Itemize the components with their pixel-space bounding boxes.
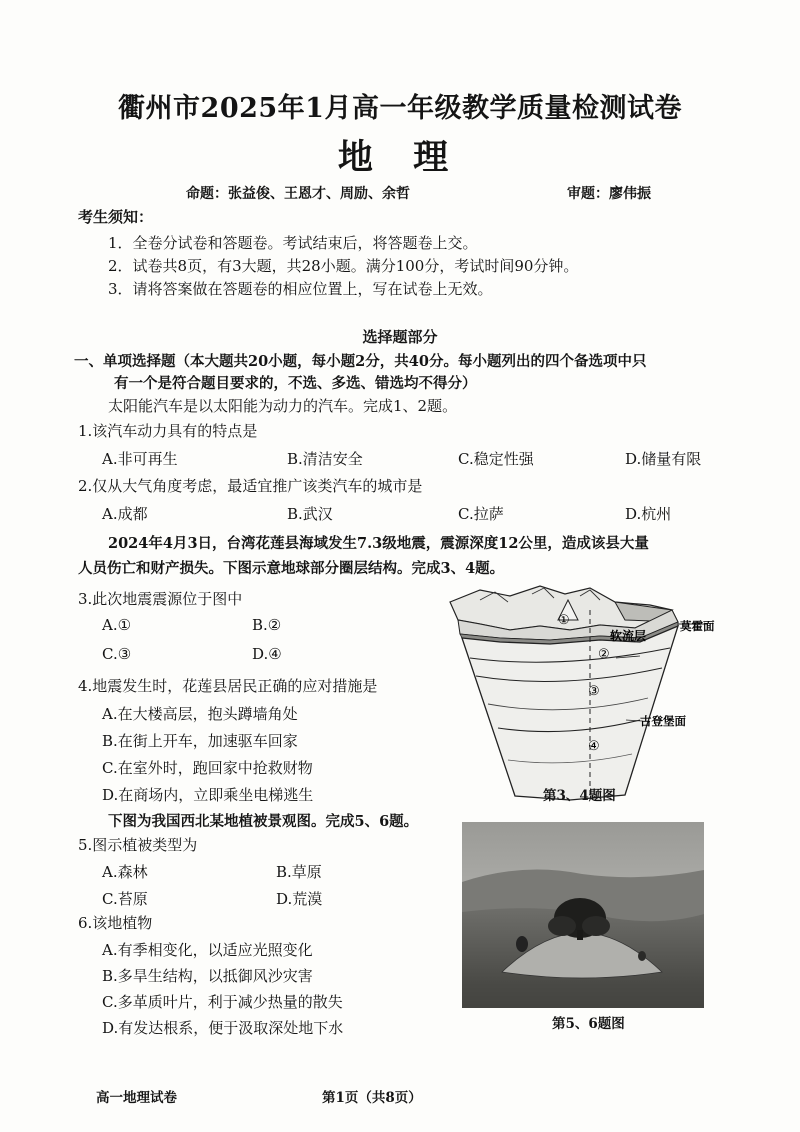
marker-4: ④ [588,739,600,754]
question-stem: 1.该汽车动力具有的特点是 [78,422,258,440]
question-stem: 3.此次地震震源位于图中 [78,590,243,608]
intro-text: 下图为我国西北某地植被景观图。完成5、6题。 [108,813,419,830]
option-d: D.荒漠 [276,890,323,908]
marker-2: ② [598,647,610,662]
figure-caption: 第5、6题图 [552,1016,625,1032]
option-d: D.有发达根系，便于汲取深处地下水 [102,1019,344,1037]
option-d: D.储量有限 [625,450,702,468]
question-stem: 5.图示植被类型为 [78,836,198,854]
option-a: A.非可再生 [102,450,178,468]
intro-text: 2024年4月3日，台湾花莲县海域发生7.3级地震，震源深度12公里，造成该县大量 [108,535,649,552]
option-a: A.① [102,616,132,634]
intro-text: 太阳能汽车是以太阳能为动力的汽车。完成1、2题。 [108,397,458,415]
option-c: C.③ [102,645,132,663]
subject-title: 地 理 [337,137,463,178]
option-b: B.武汉 [287,505,333,523]
footer-subject: 高一地理试卷 [96,1090,177,1106]
option-c: C.多革质叶片，利于减少热量的散失 [102,993,343,1011]
option-b: B.② [252,616,282,634]
gutenberg-label: 古登堡面 [640,714,686,728]
option-d: D.在商场内，立即乘坐电梯逃生 [102,786,314,804]
marker-1: ① [558,613,570,628]
reviewer-line: 审题：廖伟振 [567,186,651,202]
notice-item: 1．全卷分试卷和答题卷。考试结束后，将答题卷上交。 [108,234,478,252]
notice-item: 3．请将答案做在答题卷的相应位置上，写在试卷上无效。 [108,280,493,298]
option-c: C.苔原 [102,890,148,908]
notice-title: 考生须知： [78,208,154,226]
asthenosphere-label: 软流层 [610,629,647,643]
earth-layers-diagram [440,580,720,810]
vegetation-photo [462,822,704,1008]
option-d: D.杭州 [625,505,672,523]
section-heading: 一、单项选择题（本大题共20小题，每小题2分，共40分。每小题列出的四个备选项中只 [74,353,647,370]
section-title: 选择题部分 [362,328,438,346]
option-a: A.在大楼高层，抱头蹲墙角处 [102,705,298,723]
question-stem: 4.地震发生时，花莲县居民正确的应对措施是 [78,677,378,695]
option-b: B.在街上开车，加速驱车回家 [102,732,298,750]
option-a: A.有季相变化，以适应光照变化 [102,941,313,959]
intro-text: 人员伤亡和财产损失。下图示意地球部分圈层结构。完成3、4题。 [78,560,505,577]
option-c: C.稳定性强 [458,450,534,468]
option-b: B.草原 [276,863,322,881]
option-a: A.成都 [102,505,148,523]
marker-3: ③ [588,684,600,699]
moho-label: 莫霍面 [680,619,715,633]
exam-title: 衢州市2025年1月高一年级教学质量检测试卷 [118,93,682,124]
option-b: B.多旱生结构，以抵御风沙灾害 [102,967,313,985]
figure-caption: 第3、4题图 [543,788,616,804]
option-b: B.清洁安全 [287,450,363,468]
question-stem: 6.该地植物 [78,914,153,932]
authors-line: 命题：张益俊、王恩才、周励、余哲 [186,186,410,202]
option-c: C.拉萨 [458,505,504,523]
notice-item: 2．试卷共8页，有3大题，共28小题。满分100分，考试时间90分钟。 [108,257,579,275]
option-a: A.森林 [102,863,148,881]
option-d: D.④ [252,645,282,663]
section-heading-cont: 有一个是符合题目要求的，不选、多选、错选均不得分） [114,375,477,392]
page-number: 第1页（共8页） [322,1090,422,1106]
option-c: C.在室外时，跑回家中抢救财物 [102,759,313,777]
question-stem: 2.仅从大气角度考虑，最适宜推广该类汽车的城市是 [78,477,423,495]
